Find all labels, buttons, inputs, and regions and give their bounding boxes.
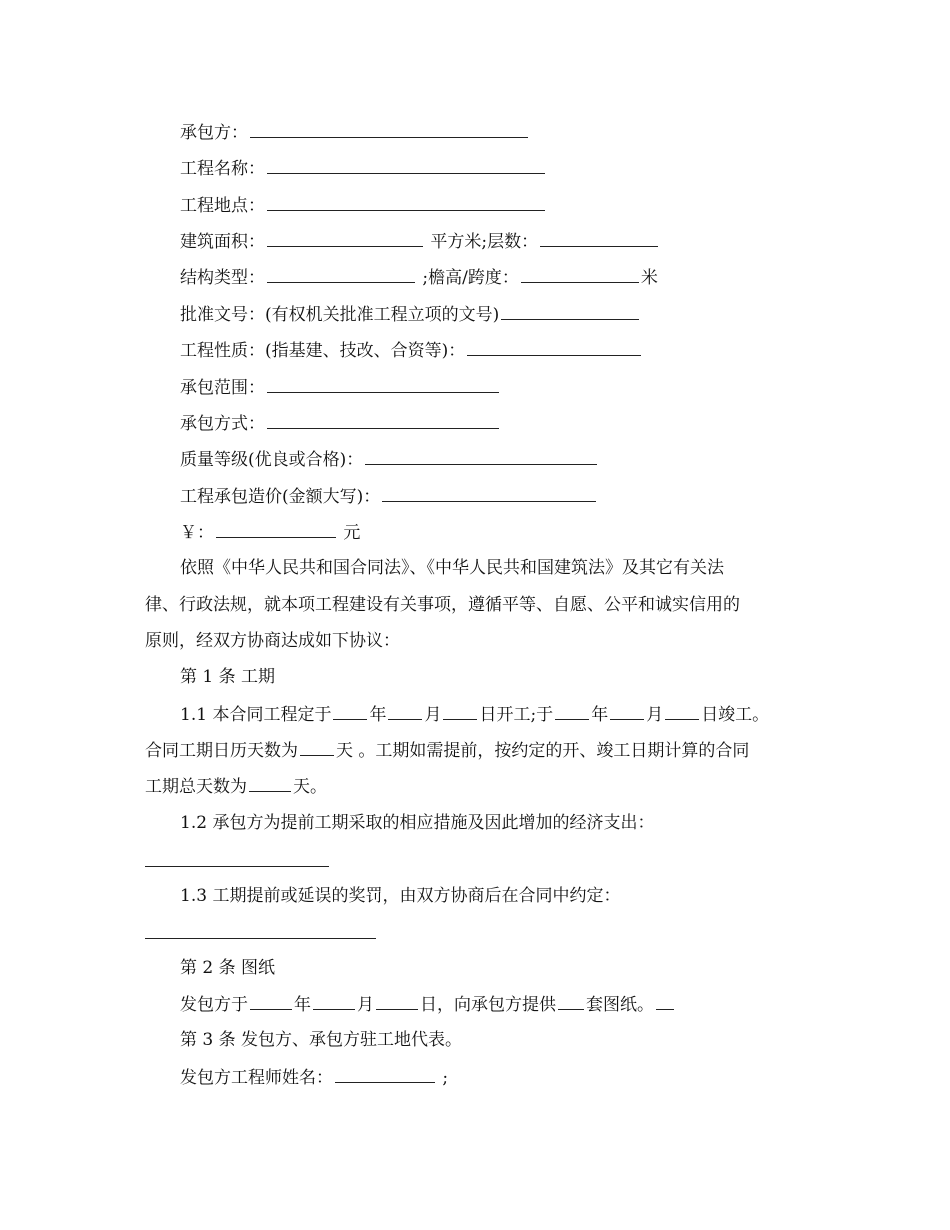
clause-1-1-line-1 [180, 703, 769, 726]
building-area-row [180, 230, 660, 253]
drawings-sets-label: 套图纸。 [586, 995, 654, 1015]
building-area-label: 建筑面积： [180, 232, 265, 252]
eaves-span-label: ;檐高/跨度： [422, 268, 519, 288]
total-days-label: 工期总天数为 [145, 777, 247, 797]
amount-row [180, 521, 360, 544]
engineer-row [180, 1066, 448, 1089]
quality-row [180, 448, 599, 471]
meter-label: 米 [640, 268, 658, 288]
end-day-label: 日竣工。 [701, 705, 770, 725]
contractor-row [180, 121, 530, 144]
calendar-days-text: 天 。工期如需提前，按约定的开、竣工日期计算的合同 [336, 741, 750, 761]
clause-1-2: 1.2 承包方为提前工期采取的相应措施及因此增加的经济支出： [180, 813, 655, 833]
price-label: 工程承包造价(金额大写)： [180, 487, 381, 507]
total-days-blank[interactable] [249, 775, 291, 792]
month-label: 月 [424, 705, 442, 725]
article-2-text [180, 993, 676, 1016]
drawings-day-blank[interactable] [376, 993, 418, 1010]
clause-1-3: 1.3 工期提前或延误的奖罚，由双方协商后在合同中约定： [180, 886, 621, 906]
approval-no-blank[interactable] [501, 303, 639, 320]
method-blank[interactable] [267, 412, 499, 429]
method-row [180, 412, 501, 435]
end-month-blank[interactable] [610, 703, 644, 720]
calendar-days-label: 合同工期日历天数为 [145, 741, 298, 761]
intro-line-3: 原则，经双方协商达成如下协议： [145, 631, 400, 651]
project-location-blank[interactable] [267, 194, 545, 211]
project-nature-row [180, 339, 643, 362]
quality-label: 质量等级(优良或合格)： [180, 450, 364, 470]
structure-type-row [180, 266, 658, 289]
end-day-blank[interactable] [665, 703, 699, 720]
project-nature-blank[interactable] [467, 339, 641, 356]
floors-blank[interactable] [540, 230, 658, 247]
total-days-unit: 天。 [293, 777, 327, 797]
drawings-month-blank[interactable] [313, 993, 355, 1010]
start-month-blank[interactable] [388, 703, 422, 720]
clause-1-3-blank[interactable] [145, 938, 376, 939]
approval-no-row [180, 303, 641, 326]
project-name-blank[interactable] [267, 157, 545, 174]
intro-line-1: 依照《中华人民共和国合同法》、《中华人民共和国建筑法》及其它有关法 [180, 558, 724, 578]
clause-1-1-line-2 [145, 739, 749, 762]
article-1-title: 第 1 条 工期 [180, 667, 276, 687]
month-label: 月 [357, 995, 374, 1015]
project-location-label: 工程地点： [180, 196, 265, 216]
month-label: 月 [646, 705, 664, 725]
start-year-blank[interactable] [333, 703, 367, 720]
intro-line-2: 律、行政法规，就本项工程建设有关事项，遵循平等、自愿、公平和诚实信用的 [145, 595, 740, 615]
article-3-title: 第 3 条 发包方、承包方驻工地代表。 [180, 1030, 463, 1050]
scope-label: 承包范围： [180, 378, 265, 398]
method-label: 承包方式： [180, 414, 265, 434]
clause-1-2-blank[interactable] [145, 866, 329, 867]
year-label: 年 [294, 995, 311, 1015]
start-day-label: 日开工;于 [479, 705, 554, 725]
project-location-row [180, 194, 547, 217]
scope-blank[interactable] [267, 376, 499, 393]
year-label: 年 [591, 705, 609, 725]
engineer-blank[interactable] [335, 1066, 435, 1083]
structure-type-label: 结构类型： [180, 268, 265, 288]
contractor-label: 承包方： [180, 123, 248, 143]
approval-no-label: 批准文号：(有权机关批准工程立项的文号) [180, 305, 500, 325]
clause-1-1-text: 1.1 本合同工程定于 [180, 705, 332, 725]
drawings-provide-text: 日，向承包方提供 [420, 995, 556, 1015]
engineer-label: 发包方工程师姓名： [180, 1068, 333, 1088]
start-day-blank[interactable] [443, 703, 477, 720]
quality-blank[interactable] [365, 448, 597, 465]
eaves-span-blank[interactable] [521, 266, 639, 283]
building-area-blank[interactable] [267, 230, 423, 247]
drawings-extra-blank[interactable] [656, 993, 674, 1010]
sqm-floors-label: 平方米;层数： [430, 232, 539, 252]
scope-row [180, 376, 501, 399]
drawings-text: 发包方于 [180, 995, 248, 1015]
clause-1-1-line-3 [145, 775, 327, 798]
end-year-blank[interactable] [555, 703, 589, 720]
calendar-days-blank[interactable] [300, 739, 334, 756]
contractor-blank[interactable] [250, 121, 528, 138]
project-name-row [180, 157, 547, 180]
drawings-sets-blank[interactable] [558, 993, 584, 1010]
engineer-semicolon: ; [442, 1068, 449, 1088]
drawings-year-blank[interactable] [250, 993, 292, 1010]
article-2-title: 第 2 条 图纸 [180, 958, 276, 978]
price-blank[interactable] [382, 485, 596, 502]
yen-label: ￥： [180, 523, 214, 543]
structure-type-blank[interactable] [267, 266, 415, 283]
price-row [180, 485, 598, 508]
year-label: 年 [369, 705, 387, 725]
project-name-label: 工程名称： [180, 159, 265, 179]
amount-blank[interactable] [216, 521, 336, 538]
project-nature-label: 工程性质：(指基建、技改、合资等)： [180, 341, 466, 361]
yuan-label: 元 [343, 523, 361, 543]
